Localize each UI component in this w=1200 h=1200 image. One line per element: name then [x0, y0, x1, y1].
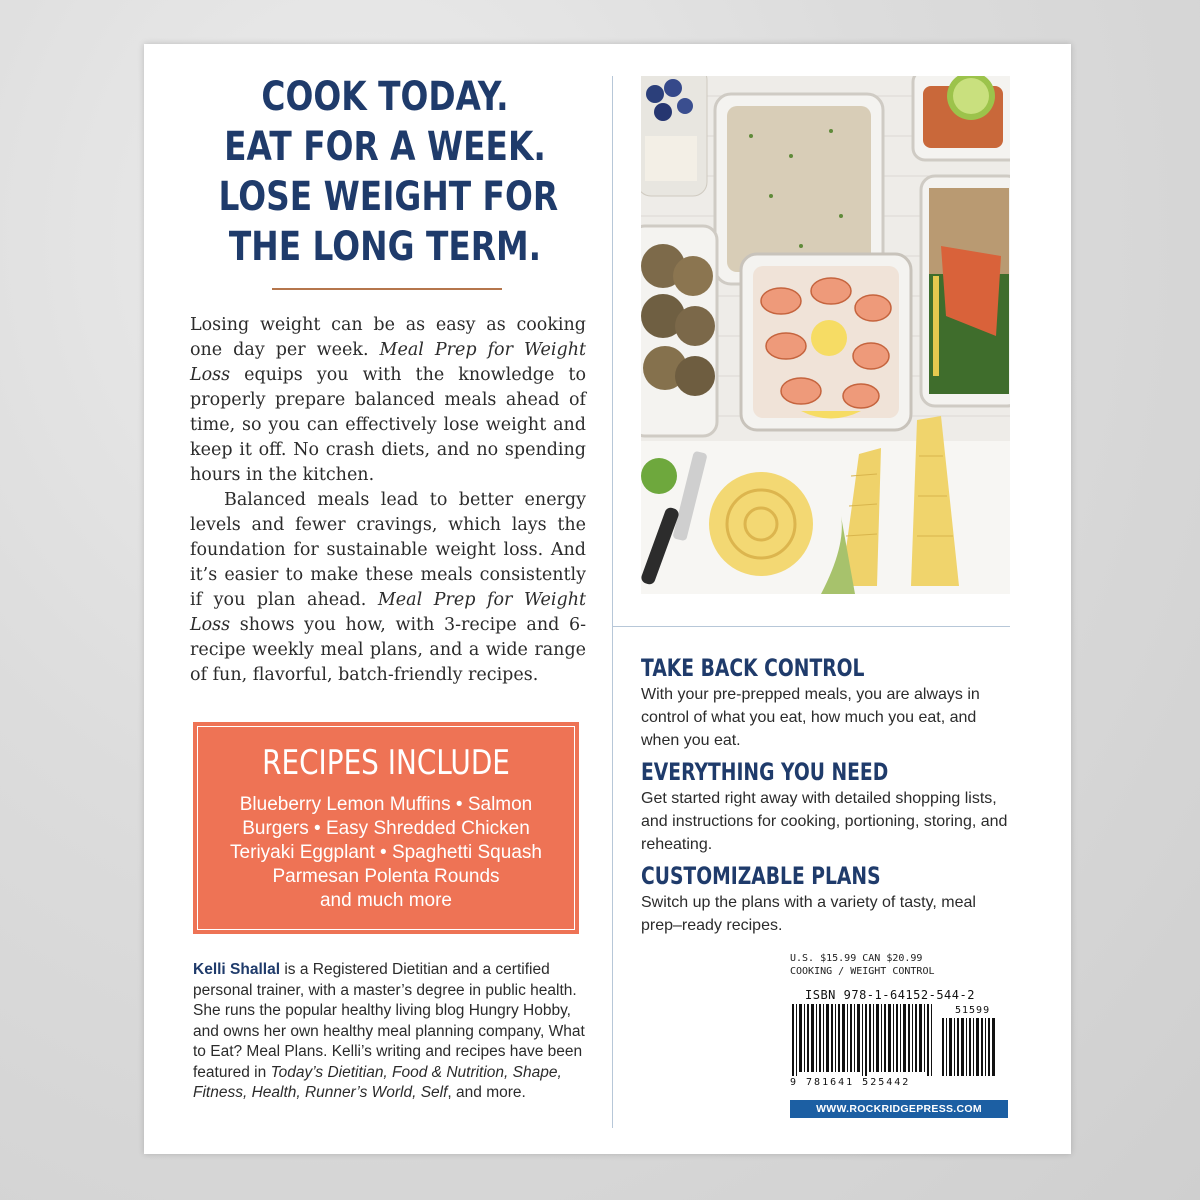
intro-text [190, 313, 586, 688]
feature-text-everything: Get started right away with detailed shopping lists, and instructions for cooking, portioning, storing, and reheating. [641, 790, 1008, 853]
category-line: COOKING / WEIGHT CONTROL [790, 966, 935, 977]
price-info [790, 952, 935, 978]
feature-title-control: TAKE BACK CONTROL [641, 654, 865, 682]
headline-line-2: EAT FOR A WEEK. [224, 124, 546, 170]
author-name: Kelli Shallal [193, 961, 281, 978]
author-publications: Today’s Dietitian, Food & Nutrition, Shape, Fitness, Health, Runner’s World, Self [193, 1063, 562, 1101]
feature-text-control: With your pre-prepped meals, you are always in control of what you eat, how much you eat, and when you eat. [641, 686, 980, 749]
price-line: U.S. $15.99 CAN $20.99 [790, 953, 923, 964]
isbn-number: ISBN 978-1-64152-544-2 [805, 988, 975, 1002]
headline-divider [272, 288, 502, 290]
feature-title-everything: EVERYTHING YOU NEED [641, 758, 889, 786]
author-bio [193, 960, 589, 1104]
publisher-website: WWW.ROCKRIDGEPRESS.COM [790, 1100, 1008, 1118]
author-bio-end: , and more. [447, 1084, 526, 1101]
headline-line-1: COOK TODAY. [261, 74, 509, 120]
recipe-line: and much more [319, 890, 452, 911]
intro-p1-book-title: Meal Prep for Weight Loss [190, 340, 586, 385]
author-bio-text: is a Registered Dietitian and a certified personal trainer, with a master’s degree in public health. She runs the popular healthy living blog Hungry Hobby, and owns her own healthy meal planning company, What to Eat? Meal Plans. Kelli’s writing and recipes have been featured in [193, 961, 585, 1081]
feature-title-plans: CUSTOMIZABLE PLANS [641, 862, 881, 890]
recipes-list [198, 793, 574, 913]
column-divider [612, 76, 613, 1128]
recipe-line: Blueberry Lemon Muffins • Salmon [239, 794, 533, 815]
recipes-box-frame [197, 726, 575, 930]
photo-divider [612, 626, 1010, 627]
meal-prep-illustration [641, 76, 1010, 594]
intro-p2-book-title: Meal Prep for Weight Loss [190, 590, 587, 635]
recipe-line: Burgers • Easy Shredded Chicken [242, 818, 530, 839]
intro-paragraph-1 [190, 313, 586, 488]
intro-p2-text-b: shows you how, with 3-recipe and 6-recipe weekly meal plans, and a wide range of fun, flavorful, batch-friendly recipes. [190, 615, 586, 685]
intro-paragraph-2 [190, 488, 586, 688]
meal-prep-photo [641, 76, 1010, 594]
headline [218, 72, 559, 272]
intro-p2-text-a: Balanced meals lead to better energy levels and fewer cravings, which lays the foundation for sustainable weight loss. And it’s easier to make these meals consistently if you plan ahead. [190, 490, 586, 610]
intro-p1-text-b: equips you with the knowledge to properly prepare balanced meals ahead of time, so you can effectively lose weight and keep it off. No crash diets, and no spending hours in the kitchen. [190, 365, 586, 485]
barcode-addon-digits: 51599 [955, 1005, 991, 1016]
headline-line-4: THE LONG TERM. [228, 224, 542, 270]
recipe-line: Teriyaki Eggplant • Spaghetti Squash [230, 842, 542, 863]
feature-text-plans: Switch up the plans with a variety of tasty, meal prep–ready recipes. [641, 894, 976, 934]
recipes-title: RECIPES INCLUDE [262, 743, 510, 783]
recipes-include-box [193, 722, 579, 934]
recipe-line: Parmesan Polenta Rounds [272, 866, 500, 887]
headline-line-3: LOSE WEIGHT FOR [218, 174, 559, 220]
intro-p1-text-a: Losing weight can be as easy as cooking one day per week. [190, 315, 586, 360]
barcode-digits: 9 781641 525442 [790, 1077, 911, 1088]
